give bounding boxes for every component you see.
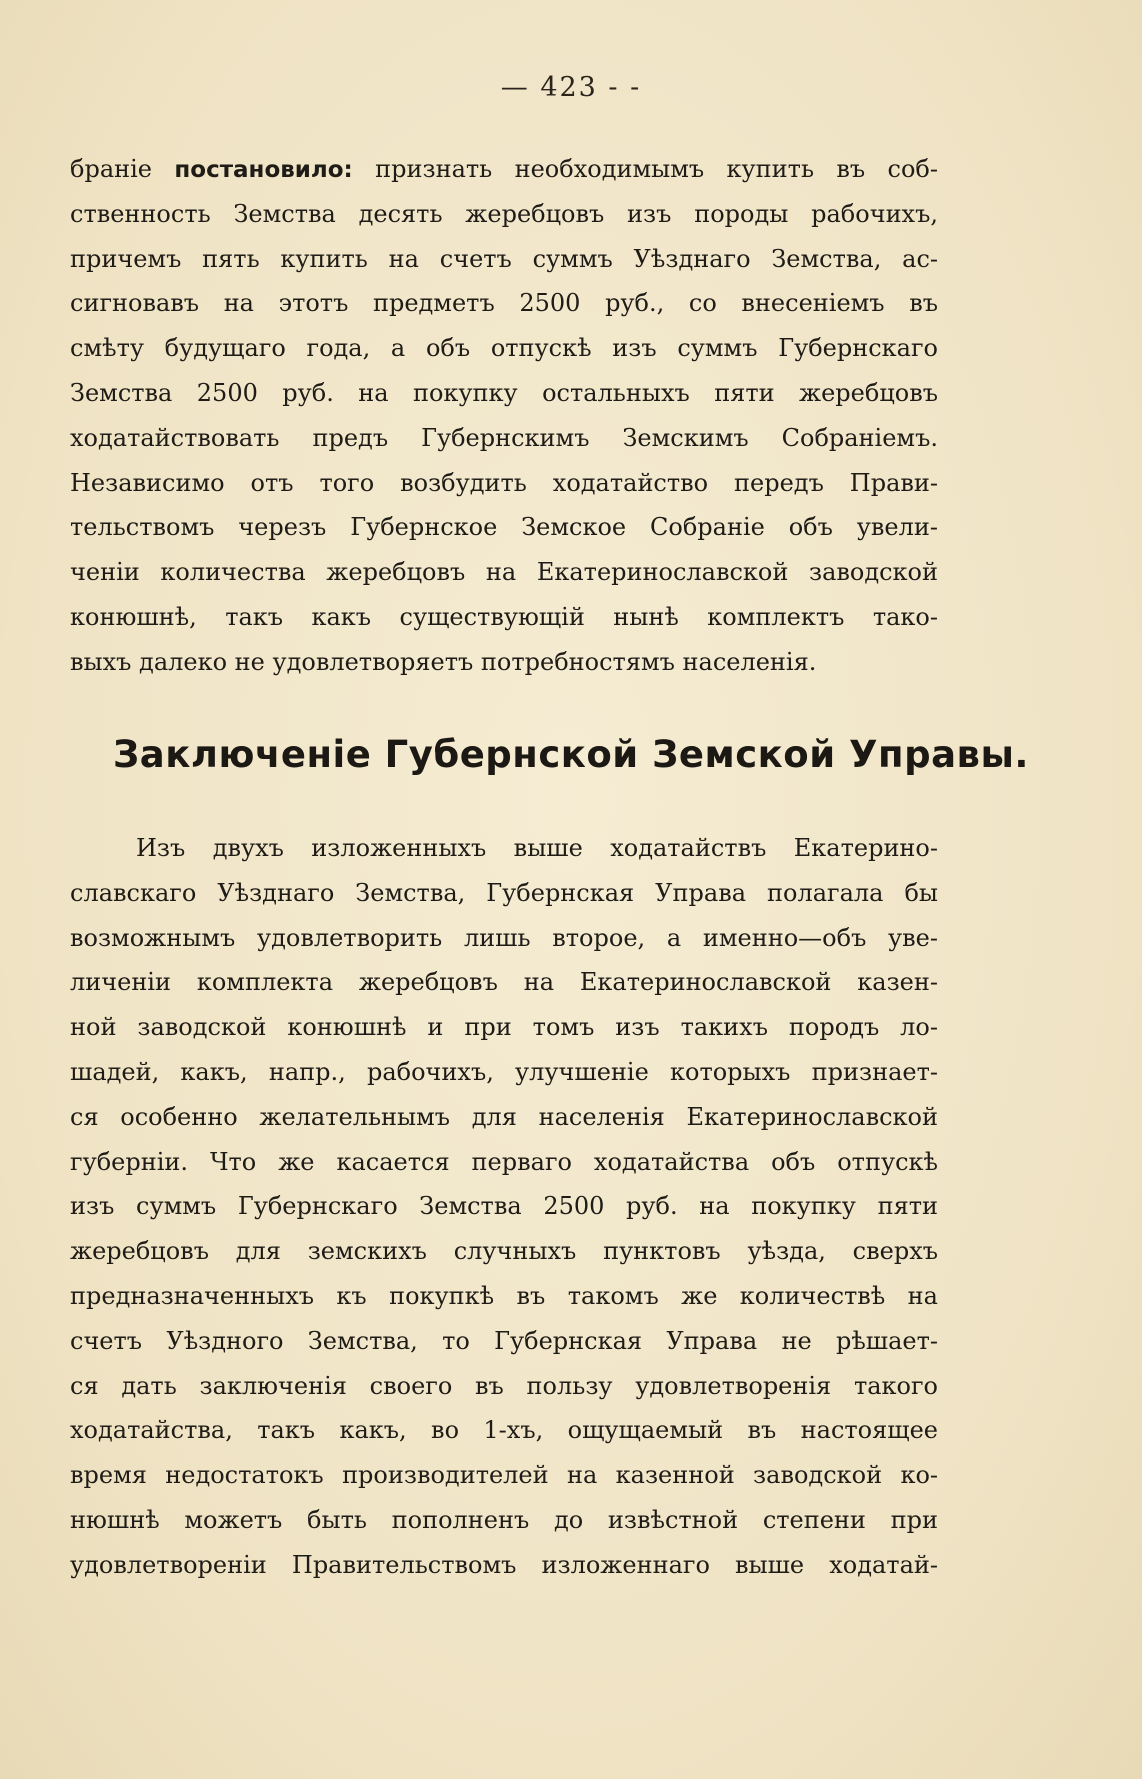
text-line: удовлетвореніи Правительствомъ изложеннаго выше ходатай-	[70, 1550, 938, 1579]
text-line: выхъ далеко не удовлетворяетъ потребностямъ населенія.	[70, 647, 817, 676]
text-line: ся особенно желательнымъ для населенія Екатеринославской	[70, 1102, 938, 1131]
text-line: славскаго Уѣзднаго Земства, Губернская Управа полагала бы	[70, 878, 938, 907]
text-line: изъ суммъ Губернскаго Земства 2500 руб. на покупку пяти	[70, 1192, 938, 1221]
text-line: ной заводской конюшнѣ и при томъ изъ такихъ породъ ло-	[70, 1013, 938, 1042]
text-line: нюшнѣ можетъ быть пополненъ до извѣстной степени при	[70, 1505, 938, 1534]
text-line: губерніи. Что же касается перваго ходатайства объ отпускѣ	[70, 1147, 938, 1176]
page-number: — 423 - -	[500, 72, 642, 103]
section-heading: Заключеніе Губернской Земской Управы.	[113, 733, 1029, 776]
emphasized-word: постановило:	[174, 157, 353, 183]
text-line: смѣту будущаго года, а объ отпускѣ изъ суммъ Губернскаго	[70, 334, 938, 363]
text-line: тельствомъ черезъ Губернское Земское Собраніе объ увели-	[70, 513, 938, 542]
text-line: предназначенныхъ къ покупкѣ въ такомъ же количествѣ на	[70, 1281, 938, 1310]
text-line: ченіи количества жеребцовъ на Екатеринославской заводской	[70, 558, 938, 587]
text-line: ся дать заключенія своего въ пользу удовлетворенія такого	[70, 1371, 938, 1400]
paragraph-2	[70, 826, 938, 1588]
text-line: Независимо отъ того возбудить ходатайство передъ Прави-	[70, 468, 938, 497]
paragraph-1	[70, 147, 938, 685]
text-line: ходатайствовать предъ Губернскимъ Земскимъ Собраніемъ.	[70, 423, 938, 452]
text-line: причемъ пять купить на счетъ суммъ Уѣзднаго Земства, ас-	[70, 244, 938, 273]
text-line: личеніи комплекта жеребцовъ на Екатеринославской казен-	[70, 968, 938, 997]
text-line: Земства 2500 руб. на покупку остальныхъ пяти жеребцовъ	[70, 378, 938, 407]
text-line: шадей, какъ, напр., рабочихъ, улучшеніе которыхъ признает-	[70, 1057, 938, 1086]
text-line: счетъ Уѣздного Земства, то Губернская Управа не рѣшает-	[70, 1326, 938, 1355]
text-line: возможнымъ удовлетворить лишь второе, а именно—объ уве-	[70, 923, 938, 952]
text-line: время недостатокъ производителей на казенной заводской ко-	[70, 1461, 938, 1490]
text-line: браніе постановило: признать необходимымъ купить въ соб-	[70, 155, 938, 183]
text-line: ственность Земства десять жеребцовъ изъ породы рабочихъ,	[70, 199, 938, 228]
text-line: конюшнѣ, такъ какъ существующій нынѣ комплектъ тако-	[70, 602, 938, 631]
text-line: сигновавъ на этотъ предметъ 2500 руб., со внесеніемъ въ	[70, 289, 938, 318]
text-line: Изъ двухъ изложенныхъ выше ходатайствъ Екатерино-	[136, 834, 938, 862]
text-line: ходатайства, такъ какъ, во 1-хъ, ощущаемый въ настоящее	[70, 1416, 938, 1445]
text-line: жеребцовъ для земскихъ случныхъ пунктовъ уѣзда, сверхъ	[70, 1237, 938, 1266]
